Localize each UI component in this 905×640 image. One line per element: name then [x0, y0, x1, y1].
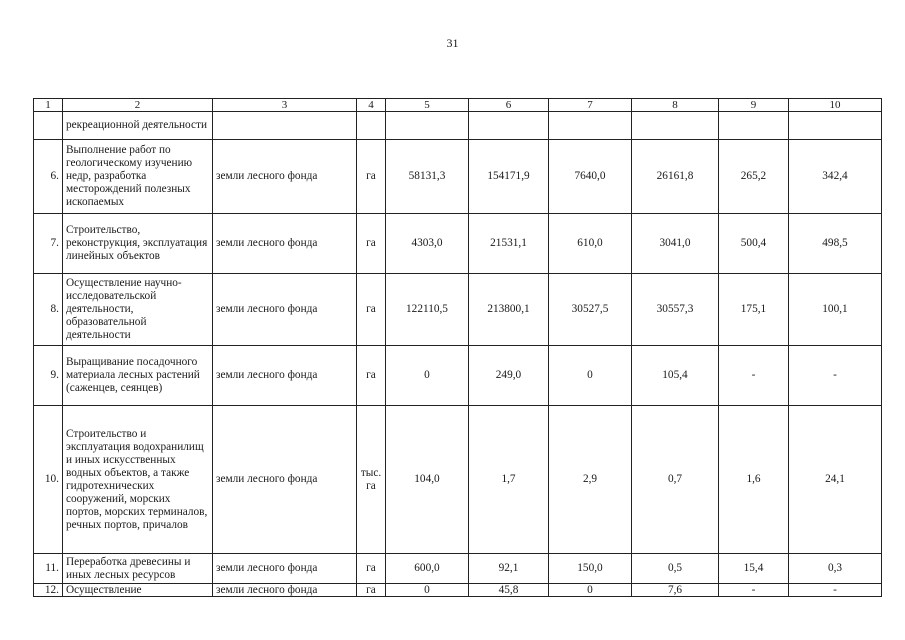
header-cell: 9	[719, 99, 789, 112]
header-cell: 10	[789, 99, 882, 112]
activity-name: Переработка древесины и иных лесных ресурсов	[63, 554, 213, 584]
value-cell: 150,0	[549, 554, 632, 584]
value-cell: 265,2	[719, 140, 789, 214]
value-cell: 154171,9	[469, 140, 549, 214]
activity-name: Выполнение работ по геологическому изучению недр, разработка месторождений полезных ископаемых	[63, 140, 213, 214]
table-row	[34, 274, 882, 346]
value-cell	[719, 112, 789, 140]
row-number	[34, 112, 63, 140]
value-cell: 58131,3	[386, 140, 469, 214]
value-cell: -	[719, 584, 789, 597]
value-cell: 1,6	[719, 406, 789, 554]
table-row	[34, 140, 882, 214]
value-cell: 610,0	[549, 214, 632, 274]
value-cell	[632, 112, 719, 140]
row-number: 12.	[34, 584, 63, 597]
activity-name: Осуществление научно-исследовательской деятельности, образовательной деятельности	[63, 274, 213, 346]
land-category: земли лесного фонда	[213, 584, 357, 597]
value-cell: 0	[549, 346, 632, 406]
header-cell: 3	[213, 99, 357, 112]
land-category	[213, 112, 357, 140]
land-category: земли лесного фонда	[213, 406, 357, 554]
unit: га	[357, 554, 386, 584]
unit: га	[357, 584, 386, 597]
unit: га	[357, 140, 386, 214]
activity-name: рекреационной деятельности	[63, 112, 213, 140]
row-number: 10.	[34, 406, 63, 554]
header-cell: 1	[34, 99, 63, 112]
value-cell: 0	[386, 584, 469, 597]
value-cell: 104,0	[386, 406, 469, 554]
value-cell: 100,1	[789, 274, 882, 346]
land-category: земли лесного фонда	[213, 140, 357, 214]
unit: тыс. га	[357, 406, 386, 554]
land-category: земли лесного фонда	[213, 214, 357, 274]
value-cell: 249,0	[469, 346, 549, 406]
row-number: 11.	[34, 554, 63, 584]
value-cell: 0	[386, 346, 469, 406]
land-category: земли лесного фонда	[213, 554, 357, 584]
table-row	[34, 584, 882, 597]
value-cell: 30557,3	[632, 274, 719, 346]
header-cell: 2	[63, 99, 213, 112]
value-cell: -	[789, 584, 882, 597]
value-cell: 0	[549, 584, 632, 597]
table-row	[34, 554, 882, 584]
value-cell: 213800,1	[469, 274, 549, 346]
row-number: 8.	[34, 274, 63, 346]
value-cell: 3041,0	[632, 214, 719, 274]
header-cell: 4	[357, 99, 386, 112]
value-cell: 600,0	[386, 554, 469, 584]
value-cell: 500,4	[719, 214, 789, 274]
value-cell	[549, 112, 632, 140]
table-row	[34, 346, 882, 406]
activity-name: Осуществление	[63, 584, 213, 597]
value-cell: 92,1	[469, 554, 549, 584]
header-cell: 7	[549, 99, 632, 112]
value-cell: -	[719, 346, 789, 406]
unit: га	[357, 346, 386, 406]
land-use-table	[33, 98, 882, 597]
header-cell: 8	[632, 99, 719, 112]
value-cell: 175,1	[719, 274, 789, 346]
page-number: 31	[446, 36, 459, 50]
value-cell: -	[789, 346, 882, 406]
value-cell: 4303,0	[386, 214, 469, 274]
header-cell: 5	[386, 99, 469, 112]
value-cell	[469, 112, 549, 140]
land-category: земли лесного фонда	[213, 274, 357, 346]
value-cell: 21531,1	[469, 214, 549, 274]
value-cell: 0,3	[789, 554, 882, 584]
value-cell: 26161,8	[632, 140, 719, 214]
activity-name: Строительство и эксплуатация водохранилищ и иных искусственных водных объектов, а также гидротехнических сооружений, морских портов, морских терминалов, речных портов, причалов	[63, 406, 213, 554]
value-cell: 7,6	[632, 584, 719, 597]
value-cell: 2,9	[549, 406, 632, 554]
value-cell: 105,4	[632, 346, 719, 406]
row-number: 9.	[34, 346, 63, 406]
value-cell: 0,7	[632, 406, 719, 554]
value-cell: 498,5	[789, 214, 882, 274]
unit: га	[357, 214, 386, 274]
land-category: земли лесного фонда	[213, 346, 357, 406]
table-row	[34, 112, 882, 140]
value-cell: 45,8	[469, 584, 549, 597]
value-cell: 15,4	[719, 554, 789, 584]
value-cell: 342,4	[789, 140, 882, 214]
value-cell: 0,5	[632, 554, 719, 584]
value-cell: 7640,0	[549, 140, 632, 214]
row-number: 6.	[34, 140, 63, 214]
unit	[357, 112, 386, 140]
value-cell: 24,1	[789, 406, 882, 554]
row-number: 7.	[34, 214, 63, 274]
value-cell	[789, 112, 882, 140]
header-row	[34, 99, 882, 112]
value-cell: 30527,5	[549, 274, 632, 346]
value-cell: 122110,5	[386, 274, 469, 346]
value-cell	[386, 112, 469, 140]
table-row	[34, 406, 882, 554]
table-row	[34, 214, 882, 274]
activity-name: Выращивание посадочного материала лесных растений (саженцев, сеянцев)	[63, 346, 213, 406]
header-cell: 6	[469, 99, 549, 112]
unit: га	[357, 274, 386, 346]
activity-name: Строительство, реконструкция, эксплуатация линейных объектов	[63, 214, 213, 274]
value-cell: 1,7	[469, 406, 549, 554]
